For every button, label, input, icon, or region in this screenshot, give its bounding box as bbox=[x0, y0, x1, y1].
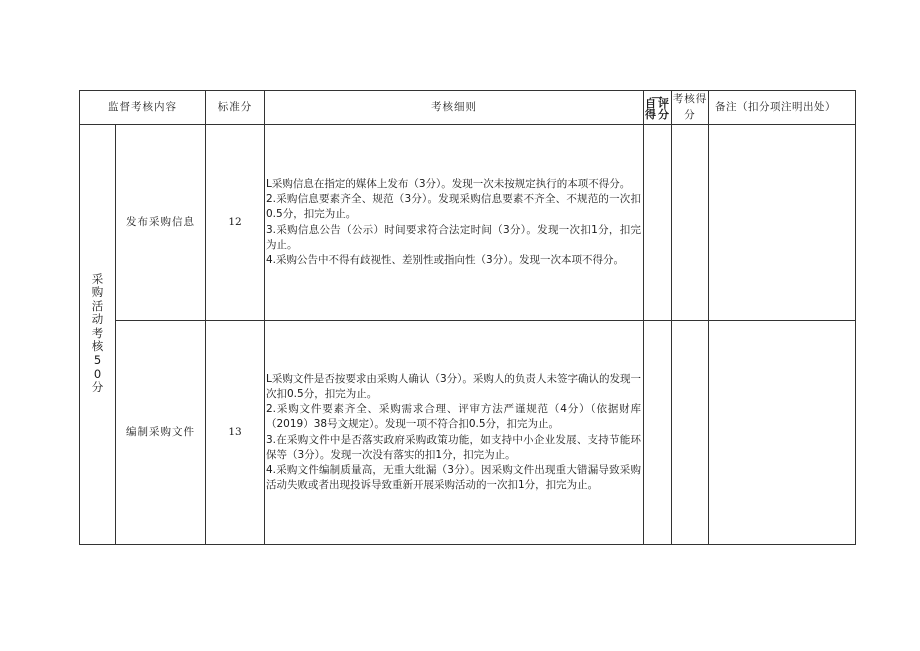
self-score-cell[interactable] bbox=[644, 321, 672, 545]
self-score-cell[interactable] bbox=[644, 125, 672, 321]
note-cell[interactable] bbox=[709, 321, 856, 545]
category-label: 采购活动考核50分 bbox=[91, 271, 104, 395]
rule-text: L采购文件是否按要求由采购人确认（3分）。采购人的负责人未签字确认的发现一次扣0.5分，扣完为止。 bbox=[266, 372, 641, 400]
header-self-top: 一 bbox=[651, 92, 664, 105]
rule-text: L采购信息在指定的媒体上发布（3分）。发现一次未按规定执行的本项不得分。 bbox=[266, 177, 631, 190]
header-self-b: 评分 bbox=[658, 96, 670, 122]
header-self-score bbox=[644, 91, 672, 125]
score-table bbox=[79, 90, 856, 545]
rule-text: 3.采购信息公告（公示）时间要求符合法定时间（3分）。发现一次扣1分，扣完为止。 bbox=[266, 223, 641, 251]
rule-text: 2.采购信息要素齐全、规范（3分）。发现采购信息要素不齐全、不规范的一次扣0.5分，扣完为止。 bbox=[266, 193, 641, 221]
rules-cell bbox=[265, 125, 644, 321]
item-name: 编制采购文件 bbox=[116, 321, 206, 545]
rule-text: 4.采购公告中不得有歧视性、差别性或指向性（3分）。发现一次本项不得分。 bbox=[266, 253, 624, 266]
table-row bbox=[80, 321, 856, 545]
header-content: 监督考核内容 bbox=[80, 91, 206, 125]
header-note: 备注（扣分项注明出处） bbox=[709, 91, 856, 125]
check-score-cell[interactable] bbox=[672, 321, 709, 545]
rules-cell bbox=[265, 321, 644, 545]
header-row bbox=[80, 91, 856, 125]
rule-text: 2.采购文件要素齐全、采购需求合理、评审方法严谨规范（4分）（依据财库（2019）38号文规定）。发现一项不符合扣0.5分，扣完为止。 bbox=[266, 403, 641, 431]
category-cell bbox=[80, 125, 116, 545]
header-standard: 标准分 bbox=[206, 91, 265, 125]
standard-score: 12 bbox=[206, 125, 265, 321]
standard-score: 13 bbox=[206, 321, 265, 545]
item-name: 发布采购信息 bbox=[116, 125, 206, 321]
header-self-a: 自得 bbox=[645, 96, 657, 122]
header-details: 考核细则 bbox=[265, 91, 644, 125]
header-check-score: 考核得分 bbox=[672, 91, 709, 125]
rule-text: 3.在采购文件中是否落实政府采购政策功能，如支持中小企业发展、支持节能环保等（3分）。发现一次没有落实的扣1分，扣完为止。 bbox=[266, 433, 641, 461]
rule-text: 4.采购文件编制质量高，无重大纰漏（3分）。因采购文件出现重大错漏导致采购活动失败或者出现投诉导致重新开展采购活动的一次扣1分，扣完为止。 bbox=[266, 463, 641, 492]
check-score-cell[interactable] bbox=[672, 125, 709, 321]
table-row bbox=[80, 125, 856, 321]
note-cell[interactable] bbox=[709, 125, 856, 321]
